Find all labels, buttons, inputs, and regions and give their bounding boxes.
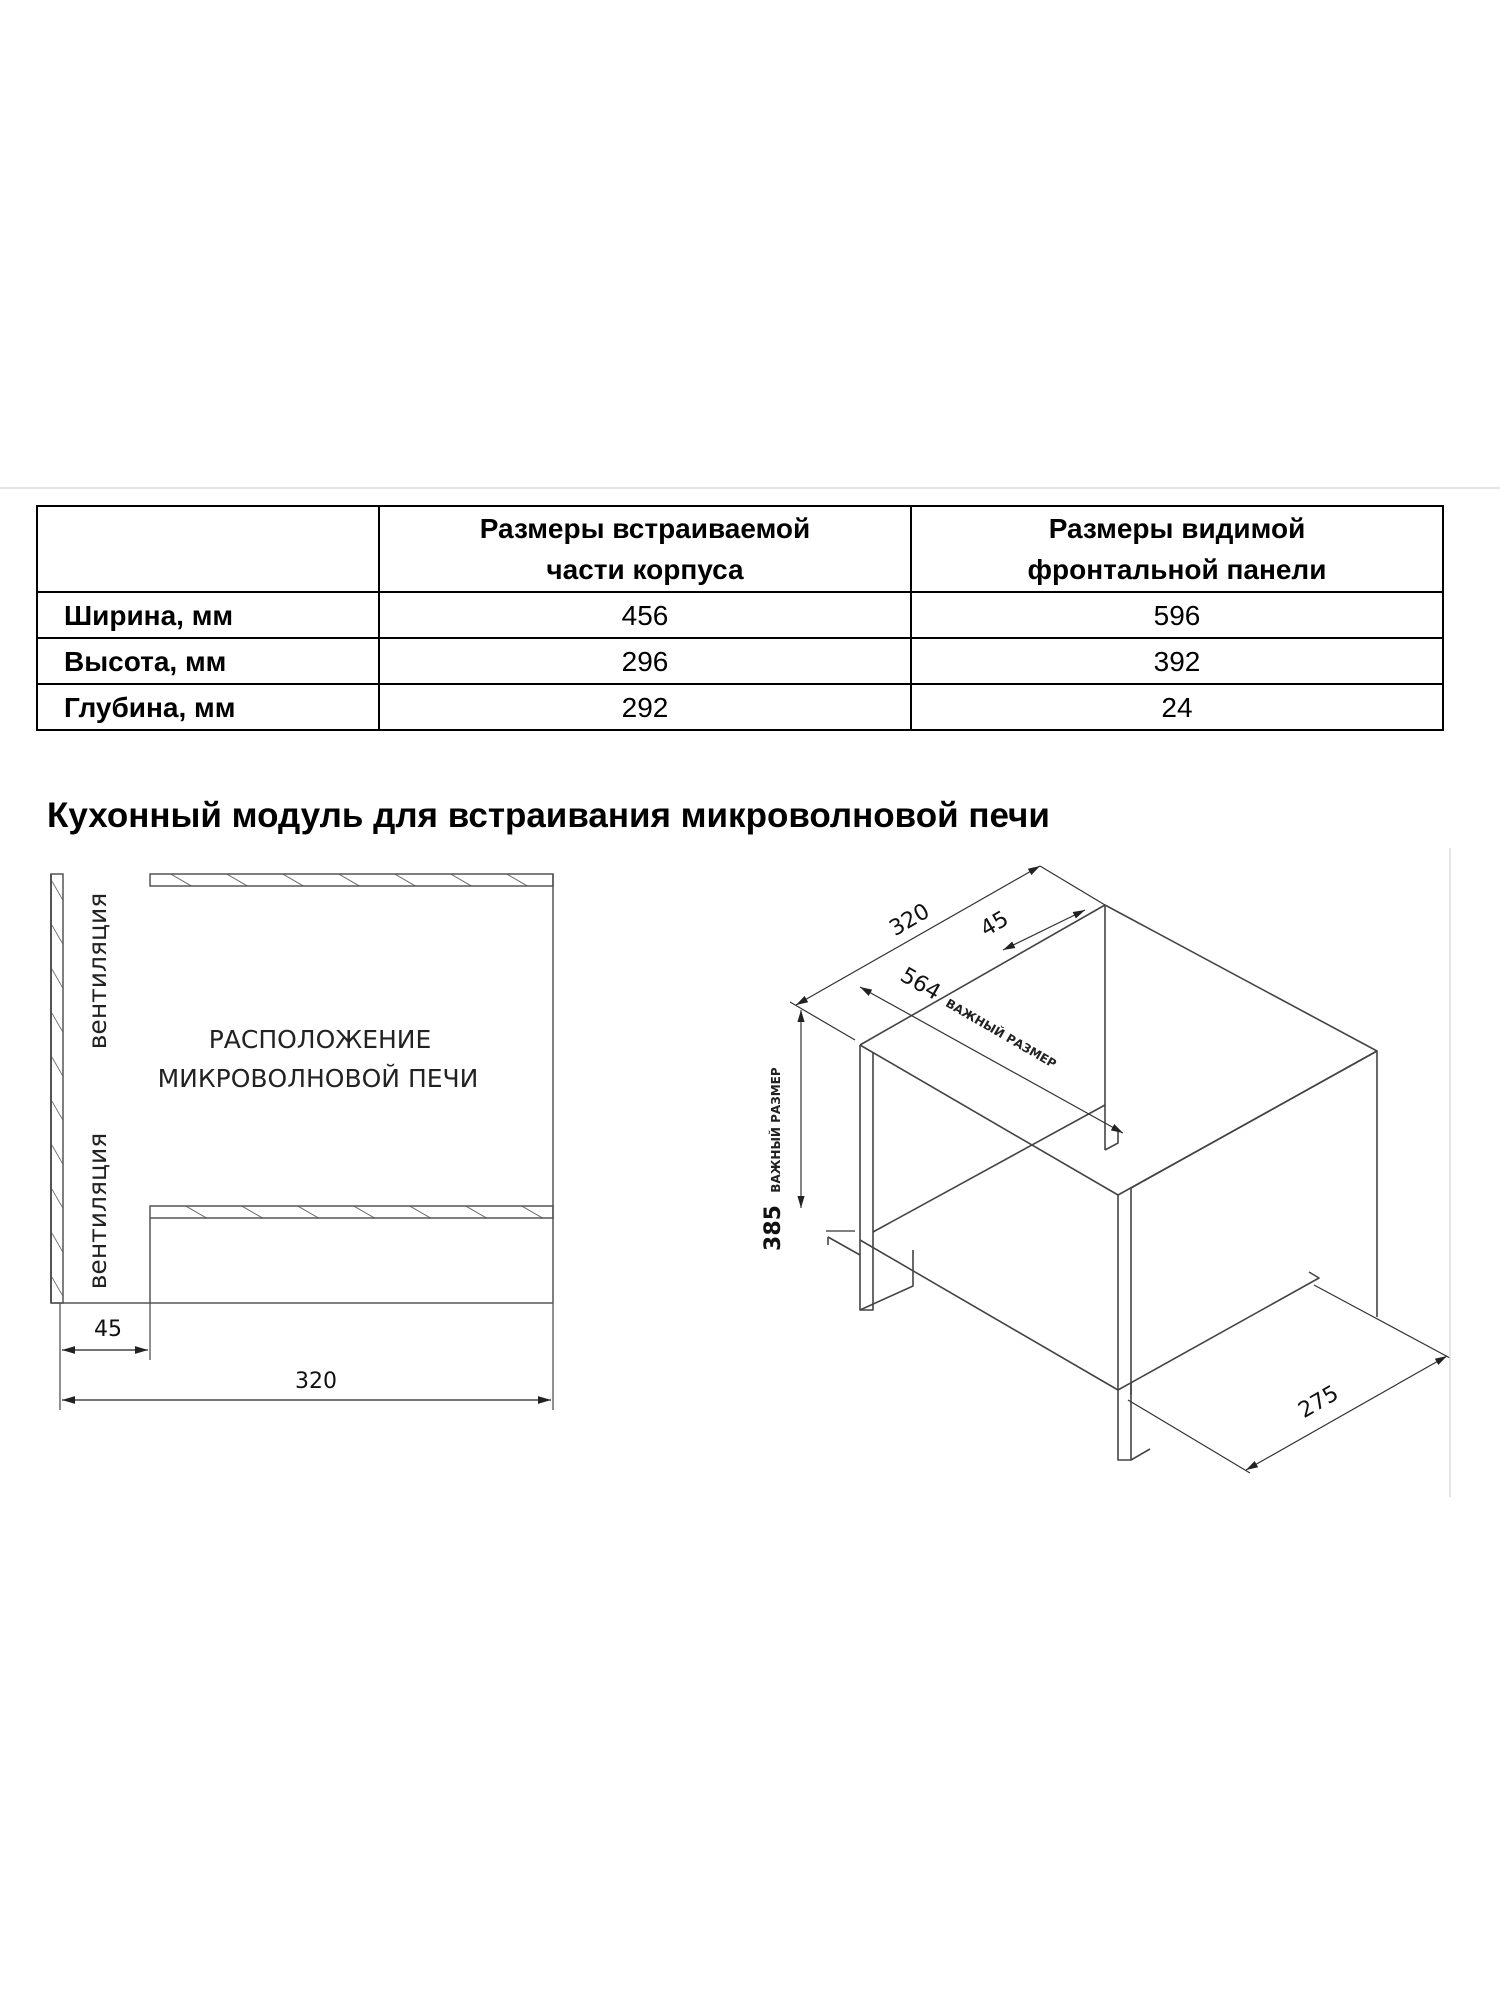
iso-shelf-left <box>873 1105 1105 1232</box>
header-line: части корпуса <box>546 554 744 585</box>
iso-top-front-edge <box>860 1045 1377 1195</box>
placement-label-line1: РАСПОЛОЖЕНИЕ <box>208 1025 432 1054</box>
iso-dim-label-564: 564 <box>895 963 945 1006</box>
iso-dim-label-45: 45 <box>976 906 1014 943</box>
iso-dim-label-385: 385 <box>761 1205 786 1251</box>
row-label-width: Ширина, мм <box>37 592 379 638</box>
cell-value: 456 <box>379 592 911 638</box>
dim-label-320: 320 <box>295 1369 337 1394</box>
header-line: Размеры встраиваемой <box>479 513 811 544</box>
iso-dim-line-275 <box>1246 1356 1447 1470</box>
iso-important-label-vertical: ВАЖНЫЙ РАЗМЕР <box>769 1067 783 1193</box>
iso-shelf-front <box>860 1240 1118 1390</box>
iso-dim-line-45 <box>1003 910 1085 950</box>
iso-dim-label-275: 275 <box>1294 1381 1344 1424</box>
plan-drawing <box>51 874 553 1410</box>
cell-value: 296 <box>379 638 911 684</box>
ventilation-label-bottom: вентиляция <box>83 1132 112 1290</box>
header-line: фронтальной панели <box>1027 554 1327 585</box>
iso-left-base-edge <box>828 1237 860 1255</box>
iso-left-panel <box>860 1045 873 1310</box>
dim-label-45: 45 <box>94 1317 122 1342</box>
iso-left-base <box>860 1250 913 1310</box>
row-label-height: Высота, мм <box>37 638 379 684</box>
ventilation-label-top: вентиляция <box>83 892 112 1050</box>
iso-right-panel <box>1118 1188 1131 1460</box>
header-line: Размеры видимой <box>1048 513 1306 544</box>
iso-shelf-right <box>1118 1272 1319 1390</box>
iso-dim-extension <box>1314 1285 1450 1358</box>
plan-left-wall <box>51 874 63 1303</box>
plan-top-panel <box>150 874 553 886</box>
iso-dim-extension <box>790 1002 855 1040</box>
cell-value: 292 <box>379 684 911 730</box>
iso-right-panel-top <box>1131 1051 1377 1188</box>
row-label-depth: Глубина, мм <box>37 684 379 730</box>
iso-back-edge <box>1105 905 1377 1317</box>
cell-value: 596 <box>911 592 1443 638</box>
cell-value: 24 <box>911 684 1443 730</box>
iso-dim-extension <box>1128 1400 1250 1473</box>
iso-important-label: ВАЖНЫЙ РАЗМЕР <box>943 996 1059 1071</box>
plan-shelf <box>150 1206 553 1218</box>
section-title: Кухонный модуль для встраивания микроволновой печи <box>47 796 1050 835</box>
iso-dim-line-564 <box>860 987 1123 1133</box>
iso-right-panel-foot <box>1131 1449 1150 1460</box>
cell-value: 392 <box>911 638 1443 684</box>
iso-dimensions <box>790 866 1450 1473</box>
iso-dim-label-320: 320 <box>885 899 935 942</box>
iso-inner-stub <box>1105 1130 1118 1150</box>
placement-label-line2: МИКРОВОЛНОВОЙ ПЕЧИ <box>157 1064 479 1093</box>
iso-dim-extension <box>1040 866 1105 905</box>
